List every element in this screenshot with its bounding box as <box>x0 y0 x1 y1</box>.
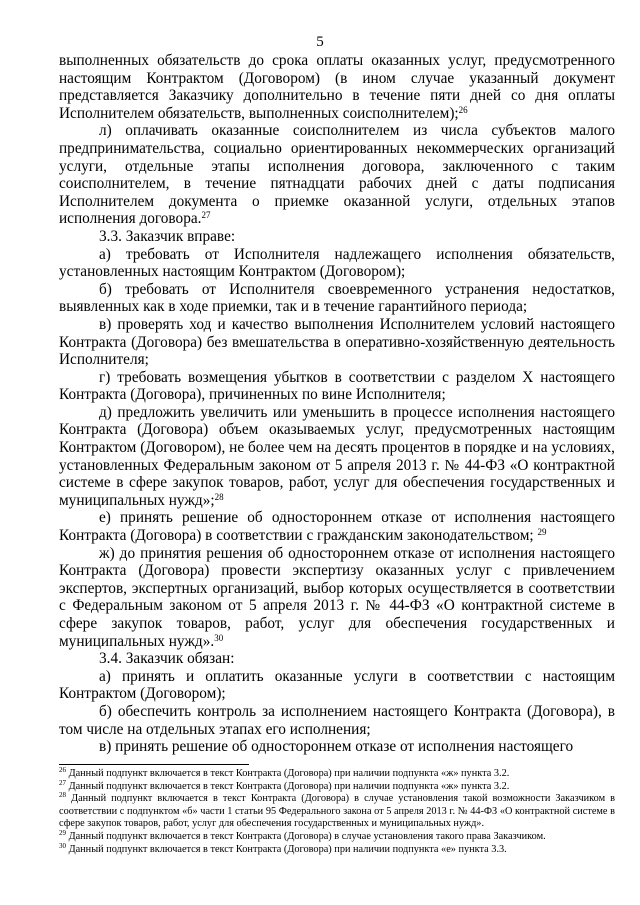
paragraph-3-3-g: г) требовать возмещения убытков в соответствии с разделом X настоящего Контракта (Договора), причиненных по вине Исполнителя; <box>59 368 615 404</box>
footnotes <box>59 768 615 856</box>
paragraph-3-3-b: б) требовать от Исполнителя своевременного устранения недостатков, выявленных как в ходе приемки, так и в течение гарантийного периода; <box>59 280 615 316</box>
paragraph-3-3-e: е) принять решение об одностороннем отказе от исполнения настоящего Контракта (Договора) в соответствии с гражданским законодательством; $^{29}$ <box>59 509 615 545</box>
paragraph-3-3-zh: ж) до принятия решения об одностороннем отказе от исполнения настоящего Контракта (Договора) провести экспертизу оказанных услуг с привлечением экспертов, экспертных организаций, выбор которых осуществляется в соответствии с Федеральным законом от 5 апреля 2013 г. № 44-ФЗ «О контрактной системе в сфере закупок товаров, работ, услуг для обеспечения государственных и муниципальных нужд».$^{30}$ <box>59 544 615 650</box>
paragraph-3-3-v: в) проверять ход и качество выполнения Исполнителем условий настоящего Контракта (Договора) без вмешательства в оперативно-хозяйственную деятельность Исполнителя; <box>59 315 615 369</box>
footnote-ref: 26 <box>458 104 468 115</box>
footnote-29: $^{29}$ Данный подпункт включается в текст Контракта (Договора) в случае установления такого права Заказчиком. <box>59 828 546 842</box>
footnote-ref: 30 <box>214 632 224 643</box>
footnote-28: $^{28}$ Данный подпункт включается в текст Контракта (Договора) в случае установления такой возможности Заказчиком в соответствии с подпунктом «б» части 1 статьи 95 Федерального закона от 5 апреля 2013 г. № 44-ФЗ «О контрактной системе в сфере закупок товаров, работ, услуг для обеспечения государственных и муниципальных нужд». <box>59 791 615 830</box>
footnote-ref: 28 <box>214 491 224 502</box>
footnote-26: $^{26}$ Данный подпункт включается в текст Контракта (Договора) при наличии подпункта «ж» пункта 3.2. <box>59 766 510 779</box>
footnote-30: $^{30}$ Данный подпункт включается в текст Контракта (Договора) при наличии подпункта «е» пункта 3.3. <box>59 841 507 855</box>
footnote-ref: 29 <box>537 527 547 538</box>
paragraph-l: л) оплачивать оказанные соисполнителем из числа субъектов малого предпринимательства, социально ориентированных некоммерческих организаций услуги, отдельные этапы исполнения договора, заключенного с таким соисполнителем, в течение пятнадцати рабочих дней с даты подписания Исполнителем документа о приемке оказанной услуги, отдельных этапов исполнения договора.$^{27}$ <box>59 122 615 228</box>
section-heading-3-3: 3.3. Заказчик вправе: <box>99 227 236 245</box>
paragraph-continuation: выполненных обязательств до срока оплаты оказанных услуг, предусмотренного настоящим Контрактом (Договором) (в ином случае указанный документ представляется Заказчику дополнительно в течение пяти дней со дня оплаты Исполнителем обязательств, выполненных соисполнителем);$^{26}$ <box>59 52 615 122</box>
paragraph-3-4-v: в) принять решение об одностороннем отказе от исполнения настоящего <box>99 738 574 756</box>
paragraph-3-4-b: б) обеспечить контроль за исполнением настоящего Контракта (Договора), в том числе на отдельных этапах его исполнения; <box>59 702 615 738</box>
paragraph-3-4-a: а) принять и оплатить оказанные услуги в соответствии с настоящим Контрактом (Договором); <box>59 667 615 703</box>
footnote-divider <box>59 764 249 765</box>
page-number: 5 <box>316 34 324 50</box>
paragraph-3-3-a: а) требовать от Исполнителя надлежащего исполнения обязательств, установленных настоящим Контрактом (Договором); <box>59 245 615 281</box>
footnote-27: $^{27}$ Данный подпункт включается в текст Контракта (Договора) при наличии подпункта «ж» пункта 3.2. <box>59 778 510 792</box>
paragraph-3-3-d: д) предложить увеличить или уменьшить в процессе исполнения настоящего Контракта (Договора) объем оказываемых услуг, предусмотренных настоящим Контрактом (Договором), не более чем на десять процентов в порядке и на условиях, установленных Федеральным законом от 5 апреля 2013 г. № 44-ФЗ «О контрактной системе в сфере закупок товаров, работ, услуг для обеспечения государственных и муниципальных нужд»;$^{28}$ <box>59 403 615 509</box>
document-body <box>59 52 615 756</box>
footnote-ref: 27 <box>201 210 211 221</box>
section-heading-3-4: 3.4. Заказчик обязан: <box>99 650 235 668</box>
